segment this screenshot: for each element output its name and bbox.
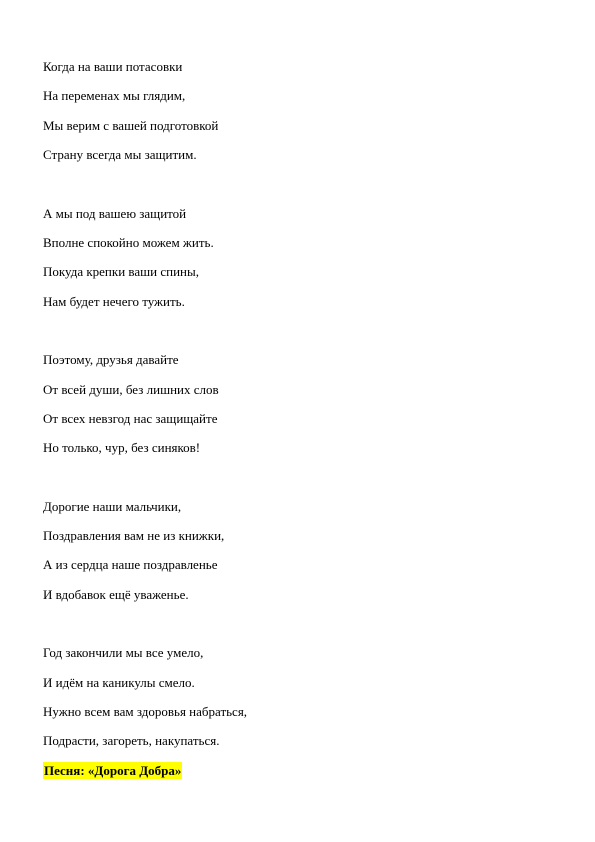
poem-line: А из сердца наше поздравленье bbox=[43, 557, 218, 573]
poem-line: Подрасти, загореть, накупаться. bbox=[43, 733, 220, 749]
poem-line: И идём на каникулы смело. bbox=[43, 674, 195, 690]
stanza-4 bbox=[43, 498, 543, 616]
song-title-line bbox=[43, 762, 543, 791]
poem-line: А мы под вашею защитой bbox=[43, 205, 187, 221]
poem-line: Покуда крепки ваши спины, bbox=[43, 264, 199, 280]
poem-line: Поэтому, друзья давайте bbox=[43, 352, 179, 368]
poem-line: На переменах мы глядим, bbox=[43, 88, 186, 104]
poem-body bbox=[43, 58, 543, 791]
poem-line: Мы верим с вашей подготовкой bbox=[43, 117, 219, 133]
poem-line: Год закончили мы все умело, bbox=[43, 645, 204, 661]
stanza-3 bbox=[43, 351, 543, 469]
poem-line: Нужно всем вам здоровья набраться, bbox=[43, 704, 248, 720]
poem-line: От всей души, без лишних слов bbox=[43, 381, 219, 397]
poem-line: Страну всегда мы защитим. bbox=[43, 147, 197, 163]
stanza-5 bbox=[43, 644, 543, 762]
poem-line: Когда на ваши потасовки bbox=[43, 59, 183, 74]
poem-line: Поздравления вам не из книжки, bbox=[43, 528, 225, 544]
poem-line: От всех невзгод нас защищайте bbox=[43, 410, 218, 426]
poem-line: Вполне спокойно можем жить. bbox=[43, 234, 214, 250]
stanza-1 bbox=[43, 58, 543, 176]
poem-line: Но только, чур, без синяков! bbox=[43, 440, 201, 456]
poem-line: И вдобавок ещё уваженье. bbox=[43, 586, 189, 602]
stanza-2 bbox=[43, 205, 543, 323]
song-title: Песня: «Дорога Добра» bbox=[44, 762, 182, 778]
poem-line: Нам будет нечего тужить. bbox=[43, 293, 185, 309]
poem-line: Дорогие наши мальчики, bbox=[43, 498, 182, 514]
